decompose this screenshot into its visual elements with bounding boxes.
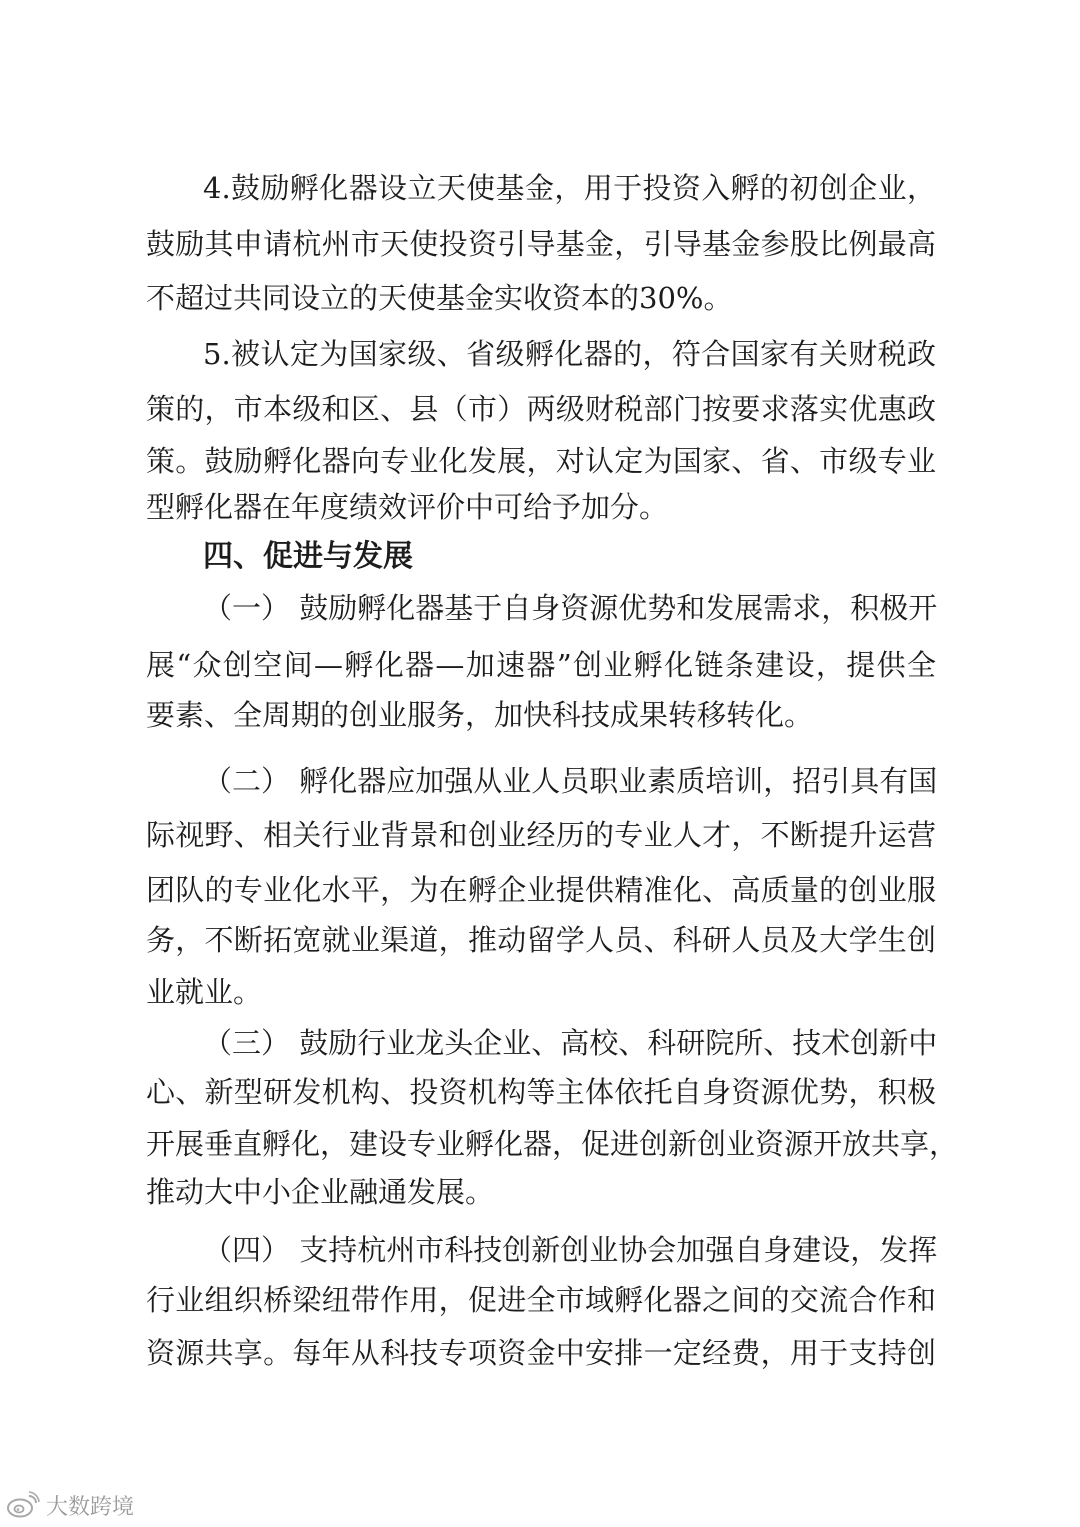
- text-line: 策。鼓励孵化器向专业化发展，对认定为国家、省、市级专业: [146, 444, 936, 478]
- text-line: 4.鼓励孵化器设立天使基金，用于投资入孵的初创企业，: [203, 171, 936, 205]
- text-line: （三） 鼓励行业龙头企业、高校、科研院所、技术创新中: [203, 1026, 938, 1060]
- text-line: 行业组织桥梁纽带作用，促进全市域孵化器之间的交流合作和: [146, 1283, 936, 1317]
- text-line: 策的，市本级和区、县（市）两级财税部门按要求落实优惠政: [146, 392, 936, 426]
- text-line: 推动大中小企业融通发展。: [146, 1175, 495, 1209]
- watermark-text: 大数跨境: [46, 1494, 135, 1520]
- text-line: （一） 鼓励孵化器基于自身资源优势和发展需求，积极开: [203, 591, 938, 625]
- text-line: 要素、全周期的创业服务，加快科技成果转移转化。: [146, 698, 814, 732]
- text-line: 展“众创空间—孵化器—加速器”创业孵化链条建设，提供全: [146, 648, 936, 682]
- text-line: （二） 孵化器应加强从业人员职业素质培训，招引具有国: [203, 764, 938, 798]
- text-line: 型孵化器在年度绩效评价中可给予加分。: [146, 490, 669, 524]
- text-line: 业就业。: [146, 975, 263, 1009]
- text-line: 团队的专业化水平，为在孵企业提供精准化、高质量的创业服: [146, 873, 936, 907]
- text-line: 务，不断拓宽就业渠道，推动留学人员、科研人员及大学生创: [146, 923, 936, 957]
- text-line: 心、新型研发机构、投资机构等主体依托自身资源优势，积极: [146, 1075, 936, 1109]
- text-line: 5.被认定为国家级、省级孵化器的，符合国家有关财税政: [203, 337, 936, 371]
- section-heading: 四、促进与发展: [203, 539, 413, 574]
- text-line: 开展垂直孵化，建设专业孵化器，促进创新创业资源开放共享，: [146, 1127, 959, 1161]
- text-line: （四） 支持杭州市科技创新创业协会加强自身建设，发挥: [203, 1233, 938, 1267]
- text-line: 不超过共同设立的天使基金实收资本的30%。: [146, 281, 733, 315]
- watermark: [6, 1488, 134, 1522]
- text-line: 鼓励其申请杭州市天使投资引导基金，引导基金参股比例最高: [146, 227, 936, 261]
- text-line: 资源共享。每年从科技专项资金中安排一定经费，用于支持创: [146, 1336, 936, 1370]
- weibo-logo-icon: [6, 1491, 40, 1519]
- text-line: 际视野、相关行业背景和创业经历的专业人才，不断提升运营: [146, 818, 936, 852]
